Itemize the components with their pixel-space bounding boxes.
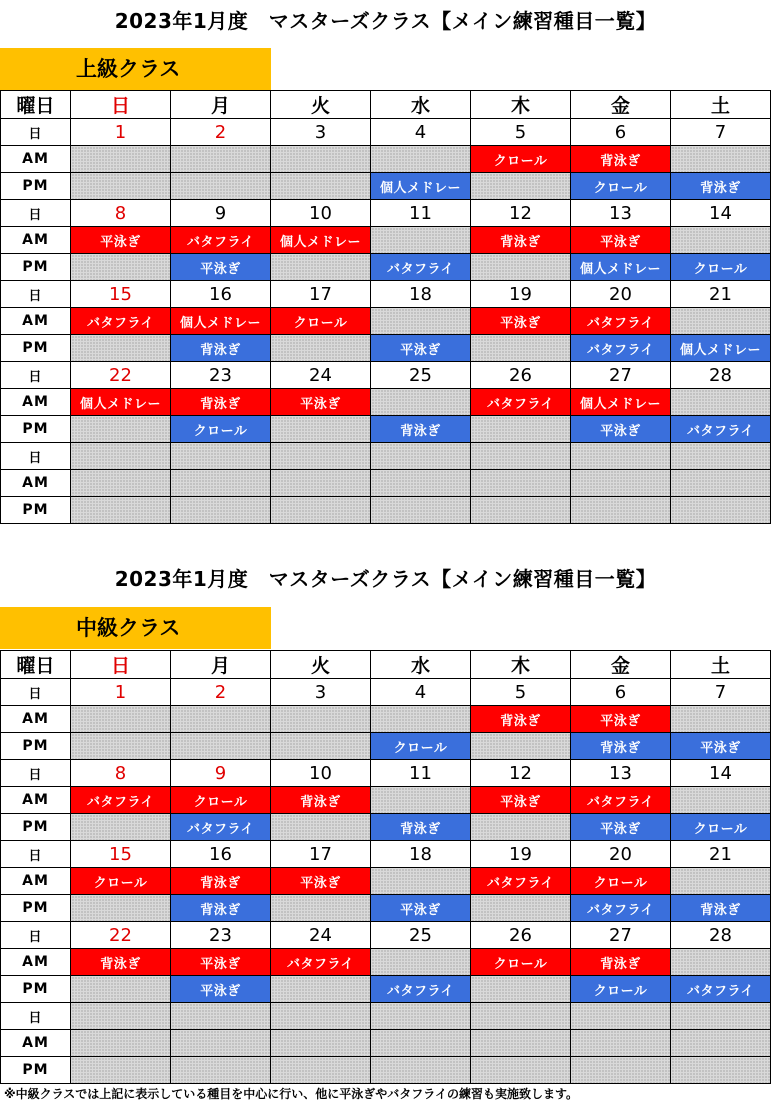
- row-label-pm: PM: [1, 895, 71, 922]
- event-pm: クロール: [571, 173, 671, 200]
- date-cell: [671, 1003, 771, 1030]
- row-label-am: AM: [1, 706, 71, 733]
- empty-slot: [171, 173, 271, 200]
- row-label-day: 日: [1, 362, 71, 389]
- date-row: [1, 281, 771, 308]
- event-am: 平泳ぎ: [271, 389, 371, 416]
- event-pm: バタフライ: [571, 895, 671, 922]
- event-am: クロール: [471, 146, 571, 173]
- row-label-pm: PM: [1, 335, 71, 362]
- date-cell: 11: [371, 760, 471, 787]
- date-cell: 14: [671, 760, 771, 787]
- date-cell: 8: [71, 760, 171, 787]
- date-cell: 25: [371, 362, 471, 389]
- empty-slot: [571, 470, 671, 497]
- empty-slot: [71, 416, 171, 443]
- row-label-pm: PM: [1, 976, 71, 1003]
- empty-slot: [71, 895, 171, 922]
- date-cell: 26: [471, 922, 571, 949]
- row-label-am: AM: [1, 470, 71, 497]
- event-pm: バタフライ: [171, 814, 271, 841]
- row-label-am: AM: [1, 389, 71, 416]
- weekday-header-cell: 水: [371, 651, 471, 679]
- empty-slot: [171, 733, 271, 760]
- empty-slot: [171, 146, 271, 173]
- event-pm: 背泳ぎ: [371, 814, 471, 841]
- event-pm: クロール: [571, 976, 671, 1003]
- weekday-header-cell: 木: [471, 651, 571, 679]
- empty-slot: [271, 173, 371, 200]
- empty-slot: [271, 706, 371, 733]
- empty-slot: [671, 389, 771, 416]
- empty-slot: [371, 706, 471, 733]
- empty-slot: [671, 1057, 771, 1084]
- row-label-am: AM: [1, 787, 71, 814]
- weekday-header-cell: 月: [171, 651, 271, 679]
- empty-slot: [71, 1057, 171, 1084]
- date-row: [1, 922, 771, 949]
- date-cell: 6: [571, 679, 671, 706]
- row-label-day: 日: [1, 760, 71, 787]
- date-cell: 27: [571, 922, 671, 949]
- row-label-am: AM: [1, 227, 71, 254]
- date-cell: [71, 443, 171, 470]
- weekday-header-row: [1, 91, 771, 119]
- empty-slot: [471, 733, 571, 760]
- date-cell: 16: [171, 841, 271, 868]
- empty-slot: [271, 976, 371, 1003]
- empty-slot: [371, 868, 471, 895]
- date-cell: 21: [671, 281, 771, 308]
- am-row: [1, 146, 771, 173]
- empty-slot: [271, 1057, 371, 1084]
- event-am: 背泳ぎ: [471, 227, 571, 254]
- weekday-header-cell: 火: [271, 651, 371, 679]
- row-label-am: AM: [1, 308, 71, 335]
- row-label-pm: PM: [1, 173, 71, 200]
- date-row: [1, 443, 771, 470]
- empty-slot: [71, 733, 171, 760]
- date-cell: 28: [671, 922, 771, 949]
- empty-slot: [371, 1057, 471, 1084]
- date-cell: [471, 443, 571, 470]
- empty-slot: [271, 254, 371, 281]
- empty-slot: [171, 497, 271, 524]
- date-cell: 10: [271, 200, 371, 227]
- empty-slot: [471, 814, 571, 841]
- am-row: [1, 787, 771, 814]
- weekday-header-cell: 日: [71, 91, 171, 119]
- date-cell: [471, 1003, 571, 1030]
- date-cell: 4: [371, 679, 471, 706]
- date-cell: 12: [471, 200, 571, 227]
- class-banner-advanced: 上級クラス: [0, 48, 271, 90]
- empty-slot: [571, 1057, 671, 1084]
- row-label-pm: PM: [1, 1057, 71, 1084]
- empty-slot: [71, 706, 171, 733]
- pm-row: [1, 497, 771, 524]
- row-label-am: AM: [1, 1030, 71, 1057]
- event-pm: 平泳ぎ: [571, 416, 671, 443]
- weekday-header-cell: 月: [171, 91, 271, 119]
- event-pm: バタフライ: [671, 416, 771, 443]
- empty-slot: [571, 1030, 671, 1057]
- row-label-pm: PM: [1, 497, 71, 524]
- row-label-day: 日: [1, 679, 71, 706]
- event-am: バタフライ: [171, 227, 271, 254]
- event-pm: 背泳ぎ: [671, 173, 771, 200]
- empty-slot: [671, 470, 771, 497]
- empty-slot: [71, 470, 171, 497]
- date-cell: 7: [671, 679, 771, 706]
- date-cell: 24: [271, 362, 371, 389]
- pm-row: [1, 1057, 771, 1084]
- row-label-day: 日: [1, 1003, 71, 1030]
- empty-slot: [371, 497, 471, 524]
- date-cell: 13: [571, 200, 671, 227]
- date-cell: 26: [471, 362, 571, 389]
- empty-slot: [71, 814, 171, 841]
- row-label-day: 日: [1, 281, 71, 308]
- event-pm: 背泳ぎ: [571, 733, 671, 760]
- event-am: 平泳ぎ: [471, 787, 571, 814]
- event-pm: 背泳ぎ: [171, 895, 271, 922]
- empty-slot: [471, 976, 571, 1003]
- am-row: [1, 308, 771, 335]
- event-am: クロール: [271, 308, 371, 335]
- date-cell: 22: [71, 922, 171, 949]
- date-cell: [171, 1003, 271, 1030]
- empty-slot: [371, 308, 471, 335]
- am-row: [1, 706, 771, 733]
- footnote: ※中級クラスでは上記に表示している種目を中心に行い、他に平泳ぎやバタフライの練習も実施致します。: [4, 1087, 578, 1101]
- empty-slot: [71, 976, 171, 1003]
- event-pm: クロール: [671, 254, 771, 281]
- row-label-day: 日: [1, 119, 71, 146]
- empty-slot: [371, 470, 471, 497]
- weekday-header-cell: 日: [71, 651, 171, 679]
- row-label-pm: PM: [1, 733, 71, 760]
- empty-slot: [471, 895, 571, 922]
- date-cell: 27: [571, 362, 671, 389]
- empty-slot: [71, 254, 171, 281]
- event-am: 個人メドレー: [271, 227, 371, 254]
- schedule-table-intermediate: [0, 650, 771, 1084]
- empty-slot: [171, 470, 271, 497]
- event-pm: クロール: [371, 733, 471, 760]
- date-row: [1, 760, 771, 787]
- weekday-header-cell: 金: [571, 91, 671, 119]
- date-cell: 21: [671, 841, 771, 868]
- empty-slot: [271, 497, 371, 524]
- pm-row: [1, 976, 771, 1003]
- am-row: [1, 227, 771, 254]
- row-label-am: AM: [1, 949, 71, 976]
- date-cell: [371, 443, 471, 470]
- empty-slot: [471, 470, 571, 497]
- date-cell: 18: [371, 281, 471, 308]
- page-title-advanced: 2023年1月度 マスターズクラス【メイン練習種目一覧】: [114, 9, 657, 33]
- event-am: 平泳ぎ: [271, 868, 371, 895]
- date-cell: [271, 1003, 371, 1030]
- empty-slot: [471, 416, 571, 443]
- empty-slot: [471, 254, 571, 281]
- event-am: バタフライ: [71, 787, 171, 814]
- date-cell: 9: [171, 200, 271, 227]
- event-pm: 個人メドレー: [371, 173, 471, 200]
- date-cell: 23: [171, 922, 271, 949]
- row-label-pm: PM: [1, 254, 71, 281]
- empty-slot: [671, 497, 771, 524]
- empty-slot: [371, 787, 471, 814]
- empty-slot: [271, 895, 371, 922]
- am-row: [1, 470, 771, 497]
- date-cell: 15: [71, 281, 171, 308]
- event-am: 平泳ぎ: [571, 706, 671, 733]
- empty-slot: [671, 1030, 771, 1057]
- am-row: [1, 868, 771, 895]
- event-pm: 平泳ぎ: [171, 254, 271, 281]
- date-cell: [371, 1003, 471, 1030]
- date-cell: 28: [671, 362, 771, 389]
- weekday-header-cell: 火: [271, 91, 371, 119]
- date-row: [1, 1003, 771, 1030]
- weekday-header-cell: 土: [671, 91, 771, 119]
- date-cell: 5: [471, 679, 571, 706]
- event-pm: 個人メドレー: [671, 335, 771, 362]
- empty-slot: [271, 470, 371, 497]
- weekday-header-cell: 土: [671, 651, 771, 679]
- date-cell: [271, 443, 371, 470]
- empty-slot: [271, 1030, 371, 1057]
- event-pm: 平泳ぎ: [371, 895, 471, 922]
- event-am: 背泳ぎ: [171, 389, 271, 416]
- event-pm: クロール: [671, 814, 771, 841]
- date-cell: 4: [371, 119, 471, 146]
- weekday-header-label: 曜日: [1, 651, 71, 679]
- weekday-header-row: [1, 651, 771, 679]
- date-row: [1, 841, 771, 868]
- event-am: 平泳ぎ: [571, 227, 671, 254]
- empty-slot: [271, 733, 371, 760]
- empty-slot: [71, 173, 171, 200]
- empty-slot: [71, 146, 171, 173]
- empty-slot: [471, 1057, 571, 1084]
- event-pm: バタフライ: [571, 335, 671, 362]
- empty-slot: [171, 706, 271, 733]
- event-pm: バタフライ: [671, 976, 771, 1003]
- am-row: [1, 389, 771, 416]
- event-pm: 平泳ぎ: [571, 814, 671, 841]
- empty-slot: [171, 1030, 271, 1057]
- event-am: クロール: [71, 868, 171, 895]
- row-label-am: AM: [1, 868, 71, 895]
- date-cell: 22: [71, 362, 171, 389]
- event-pm: 平泳ぎ: [171, 976, 271, 1003]
- date-cell: 8: [71, 200, 171, 227]
- empty-slot: [371, 227, 471, 254]
- date-cell: 9: [171, 760, 271, 787]
- empty-slot: [571, 497, 671, 524]
- date-cell: [571, 443, 671, 470]
- empty-slot: [271, 146, 371, 173]
- event-am: 個人メドレー: [171, 308, 271, 335]
- pm-row: [1, 814, 771, 841]
- row-label-am: AM: [1, 146, 71, 173]
- event-am: バタフライ: [271, 949, 371, 976]
- event-am: バタフライ: [571, 787, 671, 814]
- date-cell: 12: [471, 760, 571, 787]
- date-cell: 3: [271, 119, 371, 146]
- date-cell: 7: [671, 119, 771, 146]
- event-am: 背泳ぎ: [571, 949, 671, 976]
- date-cell: 5: [471, 119, 571, 146]
- event-am: 平泳ぎ: [171, 949, 271, 976]
- weekday-header-cell: 水: [371, 91, 471, 119]
- empty-slot: [671, 868, 771, 895]
- empty-slot: [371, 949, 471, 976]
- event-pm: 平泳ぎ: [671, 733, 771, 760]
- date-cell: 23: [171, 362, 271, 389]
- event-pm: 個人メドレー: [571, 254, 671, 281]
- date-cell: [671, 443, 771, 470]
- event-am: 平泳ぎ: [471, 308, 571, 335]
- event-am: 背泳ぎ: [171, 868, 271, 895]
- date-cell: [171, 443, 271, 470]
- date-cell: 24: [271, 922, 371, 949]
- class-banner-intermediate: 中級クラス: [0, 607, 271, 649]
- weekday-header-cell: 金: [571, 651, 671, 679]
- pm-row: [1, 733, 771, 760]
- date-cell: 25: [371, 922, 471, 949]
- row-label-day: 日: [1, 200, 71, 227]
- empty-slot: [71, 335, 171, 362]
- event-pm: 背泳ぎ: [671, 895, 771, 922]
- event-pm: 背泳ぎ: [171, 335, 271, 362]
- date-cell: 1: [71, 119, 171, 146]
- empty-slot: [171, 1057, 271, 1084]
- event-am: 平泳ぎ: [71, 227, 171, 254]
- event-am: 背泳ぎ: [571, 146, 671, 173]
- empty-slot: [271, 416, 371, 443]
- row-label-pm: PM: [1, 416, 71, 443]
- am-row: [1, 1030, 771, 1057]
- pm-row: [1, 335, 771, 362]
- event-am: バタフライ: [71, 308, 171, 335]
- date-cell: 15: [71, 841, 171, 868]
- date-cell: 2: [171, 119, 271, 146]
- page-title-intermediate: 2023年1月度 マスターズクラス【メイン練習種目一覧】: [114, 567, 657, 591]
- date-cell: 2: [171, 679, 271, 706]
- schedule-table-advanced: [0, 90, 771, 524]
- event-am: 背泳ぎ: [471, 706, 571, 733]
- weekday-header-label: 曜日: [1, 91, 71, 119]
- date-cell: 19: [471, 281, 571, 308]
- empty-slot: [671, 146, 771, 173]
- am-row: [1, 949, 771, 976]
- empty-slot: [471, 1030, 571, 1057]
- event-am: クロール: [471, 949, 571, 976]
- pm-row: [1, 254, 771, 281]
- row-label-day: 日: [1, 922, 71, 949]
- empty-slot: [71, 1030, 171, 1057]
- empty-slot: [671, 787, 771, 814]
- empty-slot: [371, 389, 471, 416]
- date-row: [1, 362, 771, 389]
- pm-row: [1, 895, 771, 922]
- date-cell: [71, 1003, 171, 1030]
- empty-slot: [471, 335, 571, 362]
- pm-row: [1, 173, 771, 200]
- empty-slot: [371, 1030, 471, 1057]
- date-cell: 17: [271, 841, 371, 868]
- date-row: [1, 200, 771, 227]
- empty-slot: [671, 949, 771, 976]
- date-cell: 3: [271, 679, 371, 706]
- event-pm: クロール: [171, 416, 271, 443]
- date-row: [1, 119, 771, 146]
- row-label-day: 日: [1, 841, 71, 868]
- date-cell: 6: [571, 119, 671, 146]
- date-cell: 20: [571, 841, 671, 868]
- empty-slot: [471, 173, 571, 200]
- empty-slot: [271, 335, 371, 362]
- date-cell: 16: [171, 281, 271, 308]
- empty-slot: [671, 308, 771, 335]
- empty-slot: [671, 227, 771, 254]
- empty-slot: [71, 497, 171, 524]
- event-pm: バタフライ: [371, 254, 471, 281]
- date-cell: 11: [371, 200, 471, 227]
- date-cell: 10: [271, 760, 371, 787]
- event-am: 個人メドレー: [571, 389, 671, 416]
- empty-slot: [471, 497, 571, 524]
- weekday-header-cell: 木: [471, 91, 571, 119]
- event-pm: 平泳ぎ: [371, 335, 471, 362]
- date-row: [1, 679, 771, 706]
- event-am: バタフライ: [471, 868, 571, 895]
- date-cell: 19: [471, 841, 571, 868]
- date-cell: [571, 1003, 671, 1030]
- event-am: 背泳ぎ: [271, 787, 371, 814]
- row-label-pm: PM: [1, 814, 71, 841]
- event-am: 個人メドレー: [71, 389, 171, 416]
- event-pm: バタフライ: [371, 976, 471, 1003]
- event-am: クロール: [171, 787, 271, 814]
- date-cell: 18: [371, 841, 471, 868]
- event-pm: 背泳ぎ: [371, 416, 471, 443]
- row-label-day: 日: [1, 443, 71, 470]
- date-cell: 13: [571, 760, 671, 787]
- date-cell: 14: [671, 200, 771, 227]
- event-am: クロール: [571, 868, 671, 895]
- event-am: バタフライ: [571, 308, 671, 335]
- empty-slot: [371, 146, 471, 173]
- empty-slot: [671, 706, 771, 733]
- date-cell: 17: [271, 281, 371, 308]
- event-am: バタフライ: [471, 389, 571, 416]
- event-am: 背泳ぎ: [71, 949, 171, 976]
- date-cell: 20: [571, 281, 671, 308]
- empty-slot: [271, 814, 371, 841]
- pm-row: [1, 416, 771, 443]
- date-cell: 1: [71, 679, 171, 706]
